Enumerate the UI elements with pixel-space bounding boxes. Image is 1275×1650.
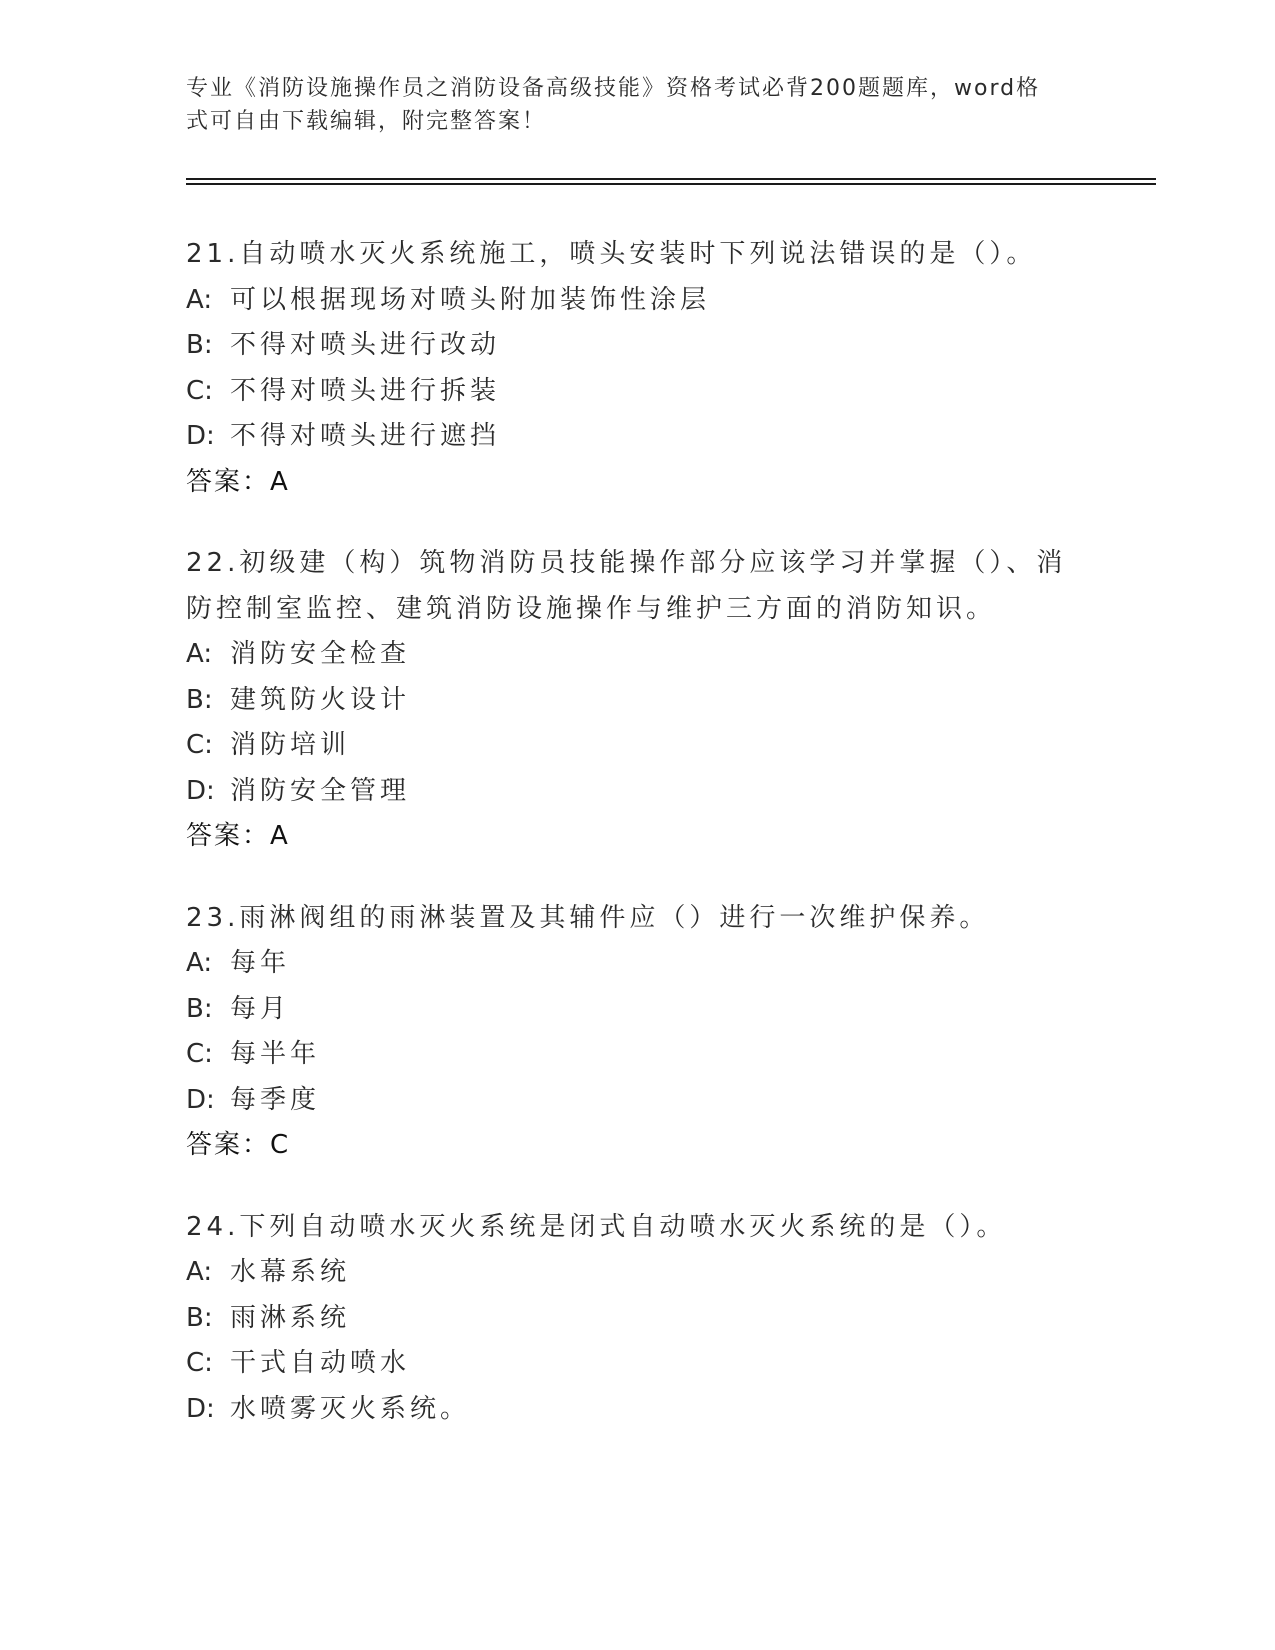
answer-line: 答案：A: [186, 466, 290, 497]
option-letter: D:: [186, 775, 215, 806]
answer-line: 答案：C: [186, 1130, 291, 1160]
option-letter: C:: [186, 1039, 213, 1069]
question-23: [186, 896, 1086, 1169]
option-a: [186, 278, 1086, 324]
option-letter: D:: [186, 421, 215, 451]
option-b: [186, 1296, 1086, 1342]
option-text: 消防培训: [230, 730, 351, 760]
option-letter: D:: [186, 1084, 215, 1115]
option-d: [186, 769, 1086, 815]
option-letter: A:: [186, 639, 213, 669]
question-text: 23.雨淋阀组的雨淋装置及其辅件应（）进行一次维护保养。: [186, 902, 990, 933]
option-b: [186, 323, 1086, 369]
option-a: [186, 1250, 1086, 1296]
option-text: 干式自动喷水: [230, 1348, 411, 1378]
option-text: 每半年: [230, 1039, 321, 1069]
option-text: 每月: [230, 993, 291, 1024]
question-22: [186, 541, 1086, 860]
option-letter: A:: [186, 948, 213, 978]
option-letter: B:: [186, 1302, 213, 1333]
option-letter: C:: [186, 730, 213, 760]
option-letter: A:: [186, 1257, 213, 1287]
option-text: 消防安全检查: [230, 639, 411, 669]
option-text: 消防安全管理: [230, 775, 411, 806]
option-text: 建筑防火设计: [230, 684, 411, 715]
option-c: [186, 1341, 1086, 1387]
option-letter: B:: [186, 993, 213, 1024]
option-c: [186, 369, 1086, 415]
answer-line: 答案：A: [186, 821, 290, 851]
header-title-line2: 式可自由下载编辑，附完整答案！: [186, 109, 547, 134]
option-text: 可以根据现场对喷头附加装饰性涂层: [230, 284, 711, 315]
option-d: [186, 1387, 1086, 1433]
option-b: [186, 987, 1086, 1033]
question-list: [186, 232, 1086, 1468]
option-a: [186, 941, 1086, 987]
header-divider-top: [186, 178, 1156, 180]
question-24: [186, 1205, 1086, 1433]
option-letter: A:: [186, 284, 213, 315]
option-text: 水喷雾灭火系统。: [230, 1393, 471, 1424]
option-c: [186, 1032, 1086, 1078]
option-a: [186, 632, 1086, 678]
option-c: [186, 723, 1086, 769]
header-title-line1: 专业《消防设施操作员之消防设备高级技能》资格考试必背200题题库，word格: [186, 76, 1041, 101]
option-text: 每年: [230, 948, 291, 978]
option-b: [186, 678, 1086, 724]
option-text: 水幕系统: [230, 1257, 351, 1287]
option-letter: C:: [186, 375, 213, 406]
option-text: 不得对喷头进行改动: [230, 330, 501, 360]
question-text: 22.初级建（构）筑物消防员技能操作部分应该学习并掌握（）、消防控制室监控、建筑消防设施操作与维护三方面的消防知识。: [186, 548, 1067, 624]
question-text: 24.下列自动喷水灭火系统是闭式自动喷水灭火系统的是（）。: [186, 1211, 1007, 1242]
option-text: 每季度: [230, 1084, 321, 1115]
option-text: 雨淋系统: [230, 1302, 351, 1333]
question-text: 21.自动喷水灭火系统施工，喷头安装时下列说法错误的是（）。: [186, 239, 1037, 269]
document-header: [186, 72, 1086, 138]
option-letter: B:: [186, 684, 213, 715]
header-divider-bottom: [186, 183, 1156, 185]
option-text: 不得对喷头进行拆装: [230, 375, 501, 406]
option-letter: C:: [186, 1348, 213, 1378]
option-letter: B:: [186, 330, 213, 360]
option-text: 不得对喷头进行遮挡: [230, 421, 501, 451]
option-letter: D:: [186, 1393, 215, 1424]
option-d: [186, 1078, 1086, 1124]
question-21: [186, 232, 1086, 505]
option-d: [186, 414, 1086, 460]
